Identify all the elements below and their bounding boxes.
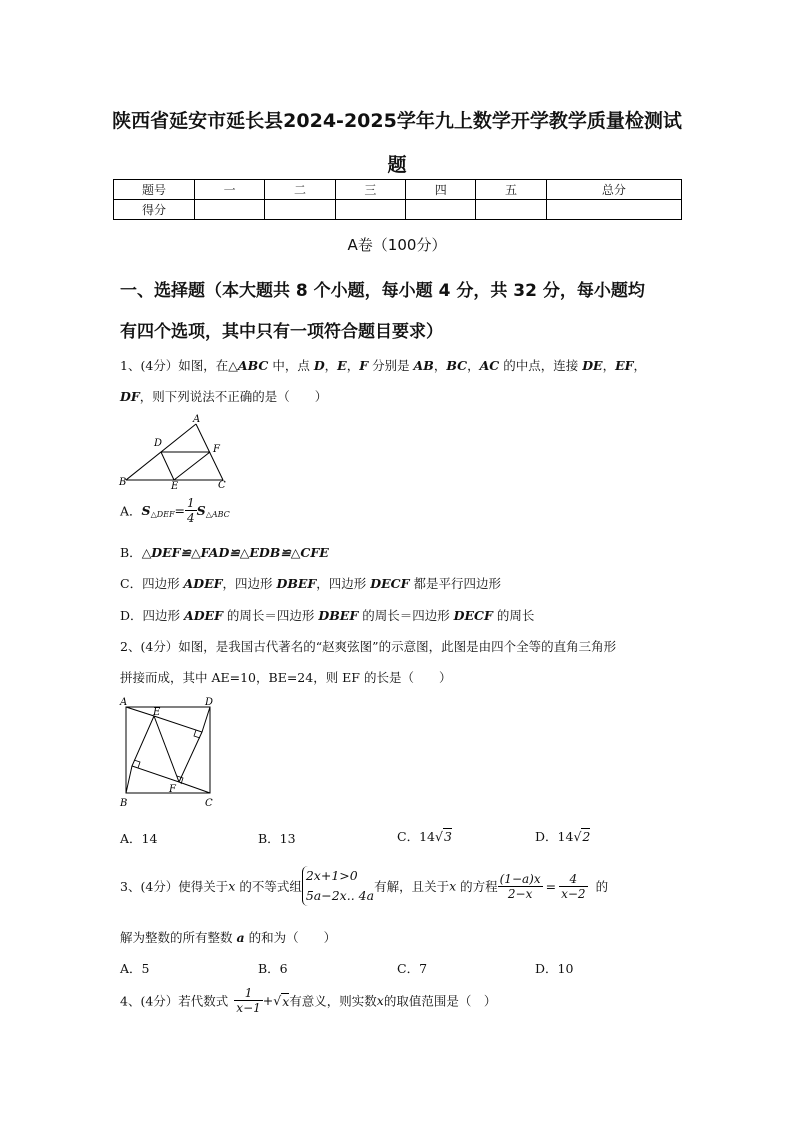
fig-label-b: B	[119, 477, 127, 488]
fraction-denominator: 4	[187, 511, 195, 525]
q1-option-b[interactable]	[120, 543, 329, 561]
q1-option-a[interactable]	[120, 496, 230, 525]
score-cell: 四	[406, 180, 476, 200]
q1-var: AB	[413, 358, 434, 373]
q3-text: 的	[595, 879, 609, 894]
q1-text: 1、(4分）如图，在△	[120, 358, 238, 373]
score-cell: 二	[265, 180, 335, 200]
q1-var: BC	[446, 358, 468, 373]
q1-var: D	[313, 358, 325, 373]
q1-text: ，则下列说法不正确的是（ ）	[139, 389, 328, 404]
score-cell: 五	[476, 180, 546, 200]
q2-option-c[interactable]	[397, 827, 452, 845]
fraction-numerator: (1−a)x	[499, 871, 541, 886]
math-var: DECF	[453, 608, 493, 623]
question-3-stem	[120, 866, 608, 906]
fig-label-f: F	[213, 444, 220, 455]
q3-text: 的不等式组	[235, 879, 302, 894]
q1-option-c[interactable]	[120, 574, 501, 592]
section-heading-cont: 有四个选项，其中只有一项符合题目要求）	[120, 322, 443, 342]
sqrt-sign: √	[573, 829, 582, 844]
option-text: 的周长＝四边形	[358, 608, 454, 623]
q2-option-a[interactable]	[120, 829, 157, 847]
q1-var: EF	[615, 358, 634, 373]
score-cell: 一	[195, 180, 265, 200]
part-heading: A卷（100分）	[347, 236, 447, 254]
score-cell	[195, 200, 265, 220]
math-var: x	[449, 878, 457, 894]
option-label: D．四边形	[120, 608, 184, 623]
q1-triangle-figure	[118, 412, 236, 490]
option-label: B．	[120, 545, 142, 560]
fraction-numerator: 1	[187, 496, 195, 510]
fraction-denominator: 2−x	[507, 886, 533, 901]
score-cell: 得分	[114, 200, 195, 220]
q4-text: 4、(4分）若代数式	[120, 993, 229, 1009]
q1-var: AC	[479, 358, 500, 373]
score-cell	[476, 200, 546, 220]
fig-label-b: B	[120, 798, 128, 809]
score-cell	[335, 200, 405, 220]
option-text: C．7	[397, 961, 428, 976]
fraction	[498, 872, 543, 901]
fraction	[185, 496, 197, 525]
math-var: DECF	[370, 576, 410, 591]
inequality-2: 5a−2x.. 4a	[305, 888, 375, 903]
q3-text: 的和为（ ）	[244, 930, 337, 945]
q3-text: 有解，且关于	[374, 879, 450, 894]
score-table-score-row	[114, 200, 682, 220]
question-3-stem-cont	[120, 928, 336, 946]
score-cell	[546, 200, 681, 220]
page-title-cont: 题	[387, 154, 407, 176]
math-var: S	[196, 503, 206, 518]
math-op: +	[262, 993, 274, 1008]
question-1-stem: 1、(4分）如图，在△ABC 中，点 D，E，F 分别是 AB，BC，AC 的中点，连接 DE，EF，	[120, 358, 647, 373]
fraction	[234, 986, 262, 1015]
fig-label-a: A	[193, 414, 201, 425]
q3-option-d[interactable]	[535, 959, 573, 977]
q1-var: E	[337, 358, 347, 373]
q3-text: 解为整数的所有整数	[120, 930, 237, 945]
math-var: S	[141, 503, 151, 518]
q1-var: DF	[120, 389, 140, 404]
fig-label-f: F	[169, 784, 176, 795]
math-var: a	[236, 930, 245, 945]
fig-label-c: C	[218, 480, 226, 490]
q1-var: F	[359, 358, 369, 373]
math-var: x	[228, 878, 236, 894]
math-var: x	[376, 993, 384, 1008]
fig-label-a: A	[120, 697, 128, 708]
q2-option-d[interactable]	[535, 827, 590, 845]
score-table	[113, 179, 682, 220]
score-cell: 三	[335, 180, 405, 200]
sqrt-sign: √	[273, 993, 282, 1008]
score-cell	[265, 200, 335, 220]
q1-option-d[interactable]	[120, 606, 534, 624]
q3-option-b[interactable]	[258, 959, 288, 977]
option-text: ，四边形	[222, 576, 277, 591]
page-title: 陕西省延安市延长县2024-2025学年九上数学开学教学质量检测试	[112, 110, 682, 132]
fig-label-c: C	[205, 798, 213, 809]
fraction-denominator: x−1	[236, 1001, 261, 1015]
option-text: D．14	[535, 829, 574, 844]
score-cell: 总分	[546, 180, 681, 200]
sqrt-radicand: x	[282, 993, 290, 1009]
sqrt-sign: √	[434, 829, 443, 844]
option-text: A．14	[120, 831, 158, 846]
q3-option-c[interactable]	[397, 959, 427, 977]
fraction-numerator: 1	[234, 986, 262, 1001]
option-text: 的周长	[492, 608, 535, 623]
q1-text: 分别是	[368, 358, 414, 373]
fraction-denominator: x−2	[561, 886, 586, 901]
sqrt-radicand: 3	[443, 829, 452, 844]
question-1-stem-cont	[120, 387, 327, 405]
q1-var: DE	[582, 358, 603, 373]
score-cell: 题号	[114, 180, 195, 200]
math-op: =	[174, 503, 186, 518]
fig-label-d: D	[205, 697, 214, 708]
math-op: =	[545, 878, 557, 894]
option-text: A．5	[120, 961, 150, 976]
question-2-stem-cont: 拼接而成，其中 AE=10，BE=24，则 EF 的长是（ ）	[120, 670, 452, 685]
option-text: B．6	[258, 961, 288, 976]
math-var: ADEF	[184, 608, 223, 623]
q3-text: 的方程	[456, 879, 498, 894]
math-subscript: △DEF	[150, 510, 175, 519]
inequality-1: 2x+1>0	[305, 868, 358, 883]
sqrt-radicand: 2	[582, 829, 591, 844]
score-table-header-row	[114, 180, 682, 200]
option-label: A．	[120, 503, 142, 519]
q1-var: ABC	[237, 358, 269, 373]
q3-text: 3、(4分）使得关于	[120, 879, 229, 894]
math-var: DBEF	[276, 576, 317, 591]
fig-label-e: E	[171, 481, 179, 490]
q2-option-b[interactable]	[258, 829, 296, 847]
q3-option-a[interactable]	[120, 959, 149, 977]
option-text: B．13	[258, 831, 296, 846]
option-text: 的周长＝四边形	[222, 608, 319, 623]
fraction-numerator: 4	[559, 872, 587, 887]
fig-label-e: E	[153, 707, 161, 718]
option-text: C．14	[397, 829, 435, 844]
score-cell	[406, 200, 476, 220]
option-label: C．四边形	[120, 576, 184, 591]
q2-zhao-shuang-figure	[117, 694, 221, 810]
question-4-stem	[120, 986, 496, 1015]
q1-text: 的中点，连接	[499, 358, 583, 373]
q4-text: 有意义，则实数	[289, 993, 377, 1009]
math-subscript: △ABC	[205, 510, 230, 519]
q1-text: 中，点	[268, 358, 314, 373]
math-var: DBEF	[318, 608, 359, 623]
option-text: ，四边形	[316, 576, 371, 591]
math-var: ADEF	[183, 576, 223, 591]
question-2-stem: 2、(4分）如图，是我国古代著名的“赵爽弦图”的示意图，此图是由四个全等的直角三角形	[120, 639, 617, 654]
option-text: △DEF≌△FAD≌△EDB≌△CFE	[141, 545, 329, 560]
section-heading: 一、选择题（本大题共 8 个小题，每小题 4 分，共 32 分，每小题均	[120, 281, 645, 301]
fraction	[559, 872, 587, 901]
option-text: 都是平行四边形	[409, 576, 501, 591]
inequality-system	[302, 866, 374, 906]
option-text: D．10	[535, 961, 574, 976]
fig-label-d: D	[154, 438, 163, 449]
q4-text: 的取值范围是（ ）	[383, 993, 497, 1009]
